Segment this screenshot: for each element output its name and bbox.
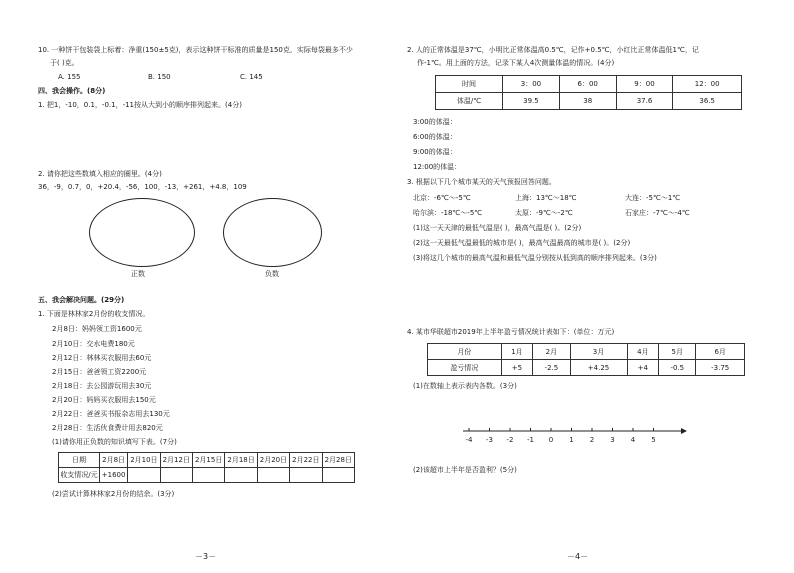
r-q3-text: 3. 根据以下几个城市某天的天气预报回答问题。	[407, 178, 556, 186]
axis-tick-label: 2	[589, 436, 595, 444]
table-row-label: 收支情况/元	[59, 468, 100, 483]
table-cell	[322, 468, 354, 483]
s4-q2: 2. 请你把这些数填入相应的圈里。(4分)	[38, 170, 162, 178]
table-cell	[160, 468, 192, 483]
table-cell	[257, 468, 289, 483]
city-temp: 上海：13℃～18℃	[515, 194, 577, 202]
r-q4-text: 4. 某市华联超市2019年上半年盈亏情况统计表如下：(单位：万元)	[407, 328, 615, 336]
r-q4-sub2: (2)该超市上半年是否盈利？(5分)	[413, 466, 517, 474]
temp-answer: 6:00的体温：	[413, 133, 457, 141]
s4-numbers: 36，-9，0.7，0，+20.4，-56，100，-13，+261，+4.8，109	[38, 183, 247, 191]
profit-table	[427, 343, 745, 376]
city-temp: 石家庄：-7℃～-4℃	[625, 209, 690, 217]
temp-answer: 3:00的体温：	[413, 118, 457, 126]
table-header-cell: 3月	[570, 344, 627, 360]
table-header-cell: 2月12日	[160, 453, 192, 468]
temp-answer: 9:00的体温：	[413, 148, 457, 156]
table-header-cell: 3：00	[503, 76, 560, 93]
city-temp: 哈尔滨：-18℃～-5℃	[413, 209, 483, 217]
table-header-cell: 时间	[436, 76, 503, 93]
axis-tick-label: -4	[465, 436, 473, 444]
city-temp: 北京：-6℃～-5℃	[413, 194, 471, 202]
table-header-cell: 4月	[627, 344, 659, 360]
r-q2-text-cont: 作-1℃。用上面的方法，记录下某人4次测量体温的情况。(4分)	[417, 59, 615, 67]
table-cell	[128, 468, 160, 483]
table-cell: +1600	[100, 468, 128, 483]
table-cell: 39.5	[503, 93, 560, 110]
s5-q1: 1. 下面是林林家2月份的收支情况。	[38, 310, 150, 318]
record-item: 2月22日：爸爸买书报杂志用去130元	[52, 410, 170, 418]
axis-tick-label: 4	[630, 436, 636, 444]
table-header-cell: 2月20日	[257, 453, 289, 468]
number-line	[463, 425, 688, 447]
right-page	[397, 0, 794, 573]
table-cell: -2.5	[533, 360, 570, 376]
record-item: 2月8日：妈妈领工资1600元	[52, 325, 142, 333]
table-header-cell: 2月18日	[225, 453, 257, 468]
negative-oval	[223, 198, 322, 267]
section4-title: 四、我会操作。(8分)	[38, 87, 106, 95]
table-header-cell: 月份	[428, 344, 502, 360]
table-header-cell: 2月22日	[290, 453, 322, 468]
r-q3-sub2: (2)这一天最低气温最低的城市是( )，最高气温最高的城市是( )。(2分)	[413, 239, 631, 247]
q10-text-cont: 于( )克。	[50, 59, 79, 67]
table-header-cell: 1月	[501, 344, 533, 360]
r-q3-sub3: (3)将这几个城市的最高气温和最低气温分别按从低到高的顺序排列起来。(3分)	[413, 254, 657, 262]
temp-answer: 12:00的体温：	[413, 163, 462, 171]
table-header-cell: 2月15日	[192, 453, 224, 468]
s5-sub1: (1)请你用正负数的知识填写下表。(7分)	[52, 438, 177, 446]
q10-option-c: C. 145	[240, 73, 263, 81]
table-header-cell: 2月28日	[322, 453, 354, 468]
table-cell: -3.75	[696, 360, 745, 376]
table-cell	[192, 468, 224, 483]
table-cell	[290, 468, 322, 483]
r-q2-text: 2. 人的正常体温是37℃，小明比正常体温高0.5℃，记作+0.5℃，小红比正常体温低1℃，记	[407, 46, 699, 54]
table-cell: 38	[559, 93, 616, 110]
city-temp: 大连：-5℃～1℃	[625, 194, 681, 202]
r-q4-sub1: (1)在数轴上表示表内各数。(3分)	[413, 382, 517, 390]
record-item: 2月12日：林林买衣服用去60元	[52, 354, 152, 362]
table-row-label: 盈亏情况	[428, 360, 502, 376]
s5-sub2: (2)尝试计算林林家2月份的结余。(3分)	[52, 490, 175, 498]
table-header-cell: 9：00	[616, 76, 673, 93]
temperature-table	[435, 75, 742, 110]
table-cell: +4	[627, 360, 659, 376]
positive-label: 正数	[131, 270, 145, 278]
axis-tick-label: 5	[651, 436, 656, 444]
table-header-cell: 2月8日	[100, 453, 128, 468]
table-header-cell: 2月	[533, 344, 570, 360]
table-header-cell: 5月	[659, 344, 696, 360]
record-item: 2月20日：妈妈买衣服用去150元	[52, 396, 156, 404]
table-cell: 36.5	[673, 93, 742, 110]
record-item: 2月28日：生活伙食费计用去820元	[52, 424, 163, 432]
q10-option-a: A. 155	[58, 73, 81, 81]
table-cell: 37.6	[616, 93, 673, 110]
q10-option-b: B. 150	[148, 73, 171, 81]
table-cell: +4.25	[570, 360, 627, 376]
axis-tick-label: -2	[506, 436, 514, 444]
record-item: 2月10日：交水电费180元	[52, 340, 135, 348]
table-cell	[225, 468, 257, 483]
r-q3-sub1: (1)这一天天津的最低气温是( )，最高气温是( )。(2分)	[413, 224, 582, 232]
table-cell: -0.5	[659, 360, 696, 376]
axis-tick-label: -1	[527, 436, 534, 444]
table-cell: +5	[501, 360, 533, 376]
axis-tick-label: 0	[548, 436, 554, 444]
page-number: －3－	[195, 552, 217, 561]
axis-tick-label: 1	[569, 436, 574, 444]
section5-title: 五、我会解决问题。(29分)	[38, 296, 125, 304]
axis-tick-label: 3	[610, 436, 615, 444]
record-item: 2月15日：爸爸领工资2200元	[52, 368, 147, 376]
income-expense-table	[58, 452, 355, 483]
axis-arrow	[681, 428, 687, 434]
positive-oval	[89, 198, 195, 267]
page-number: －4－	[567, 552, 589, 561]
q10-text: 10. 一种饼干包装袋上标着：净重(150±5克)，表示这种饼干标准的质量是150克，实际每袋最多不少	[38, 46, 353, 54]
negative-label: 负数	[265, 270, 279, 278]
table-header-cell: 日期	[59, 453, 100, 468]
table-row-label: 体温/℃	[436, 93, 503, 110]
table-header-cell: 2月10日	[128, 453, 160, 468]
table-header-cell: 12：00	[673, 76, 742, 93]
record-item: 2月18日：去公园游玩用去30元	[52, 382, 152, 390]
city-temp: 太原：-9℃～-2℃	[515, 209, 573, 217]
table-header-cell: 6：00	[559, 76, 616, 93]
axis-tick-label: -3	[486, 436, 493, 444]
table-header-cell: 6月	[696, 344, 745, 360]
s4-q1: 1. 把1，-10，0.1，-0.1，-11按从大到小的顺序排列起来。(4分)	[38, 101, 242, 109]
